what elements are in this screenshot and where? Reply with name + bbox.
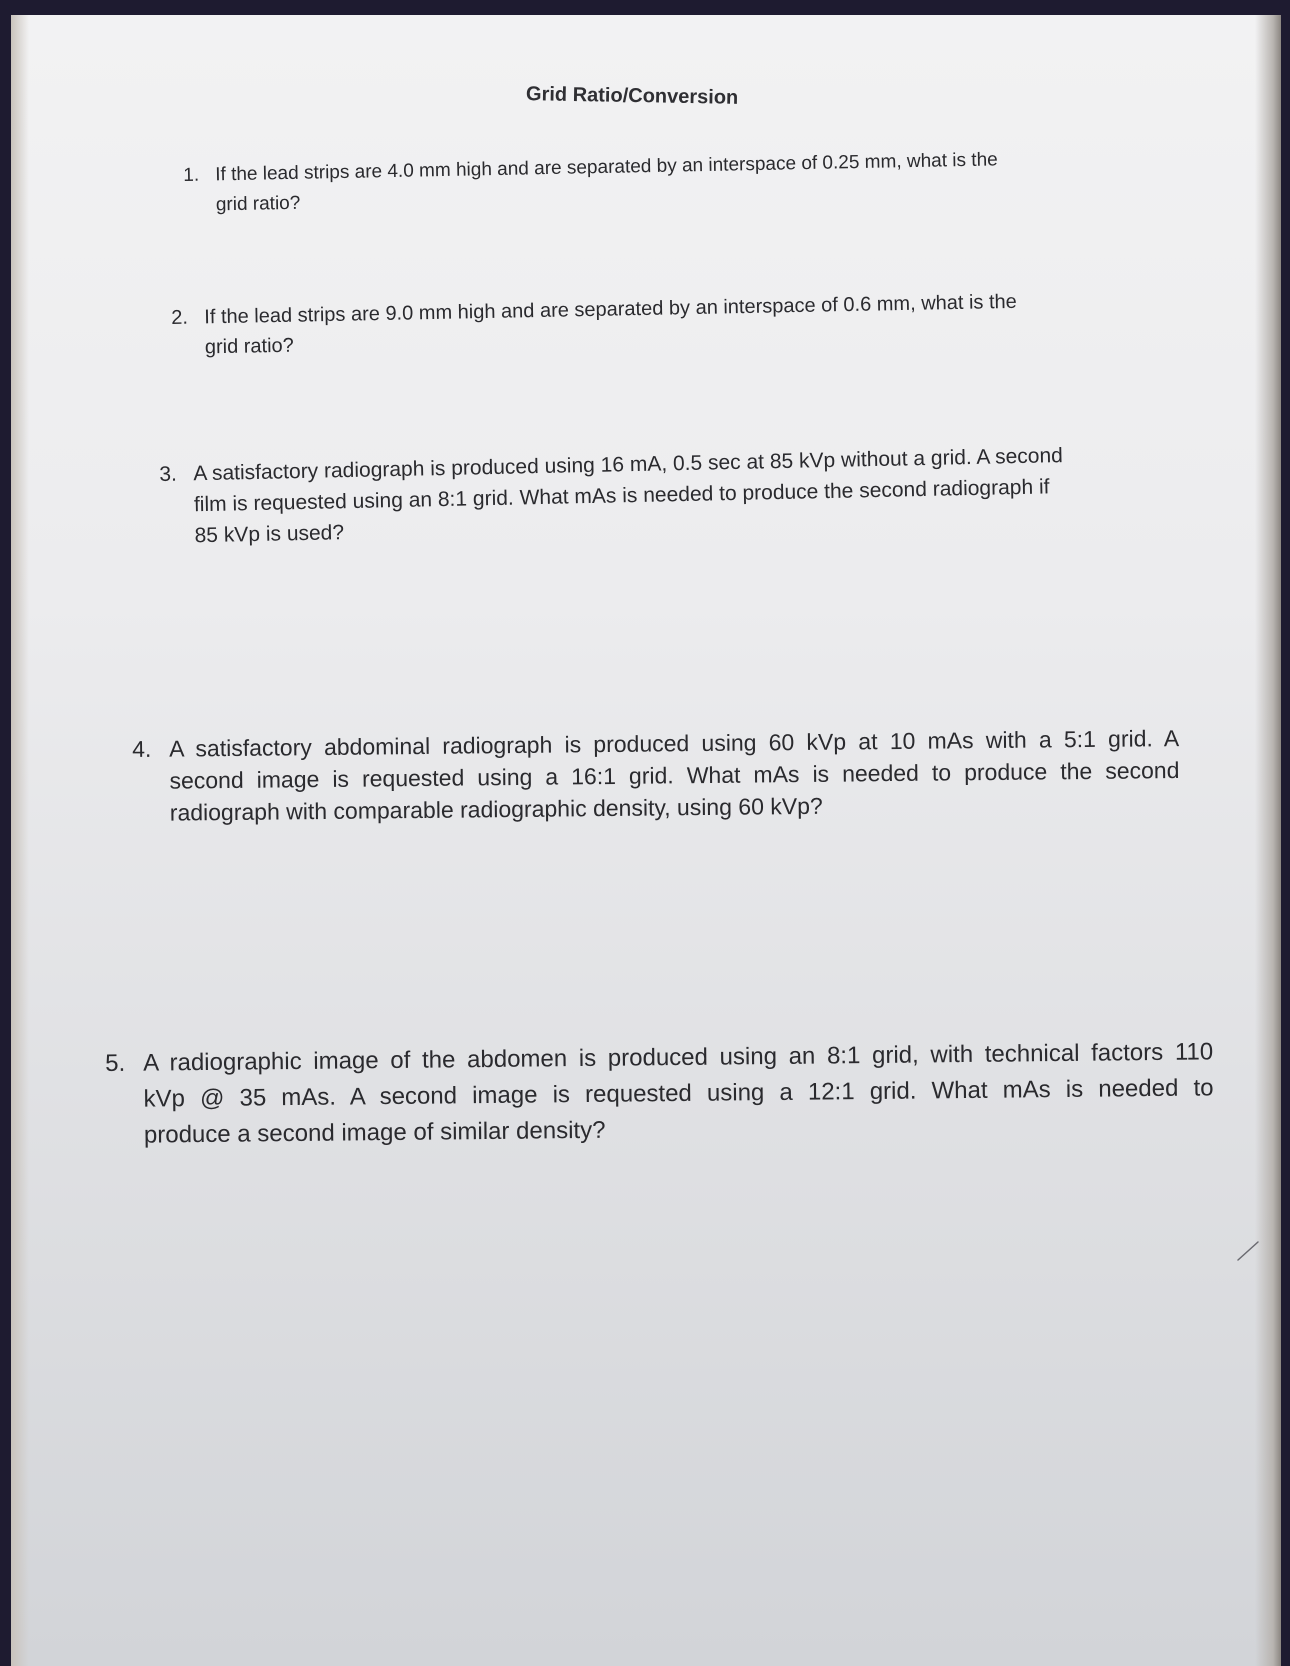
worksheet-page [11,15,1281,1666]
question-2 [171,287,1018,363]
question-number: 2. [171,306,189,329]
worksheet-title: Grid Ratio/Conversion [525,83,739,109]
question-number: 1. [183,164,200,186]
question-text [169,722,1180,829]
question-4 [132,722,1180,829]
question-text [143,1034,1214,1153]
page-edge-shadow-right [1255,15,1281,1666]
question-3 [159,440,1064,552]
question-line: If the lead strips are 9.0 mm high and are separated by an interspace of 0.6 mm, what is the [204,290,1017,329]
question-number: 3. [159,462,178,486]
question-line: 85 kVp is used? [194,521,345,548]
question-text [193,440,1064,551]
question-5 [105,1034,1214,1154]
question-number: 5. [105,1049,126,1077]
question-line: A radiographic image of the abdomen is produced using an 8:1 grid, with technical factors 110 [143,1038,1214,1077]
pen-mark [1236,1240,1260,1262]
question-line: A satisfactory radiograph is produced using 16 mA, 0.5 sec at 85 kVp without a grid. A second [193,444,1064,486]
question-1 [183,145,999,221]
question-line: radiograph with comparable radiographic density, using 60 kVp? [169,792,823,826]
question-line: kVp @ 35 mAs. A second image is requested using a 12:1 grid. What mAs is needed to [143,1074,1214,1113]
question-line: film is requested using an 8:1 grid. What mAs is needed to produce the second radiograph if [193,475,1050,517]
question-line: second image is requested using a 16:1 grid. What mAs is needed to produce the second [169,757,1180,794]
question-text [204,287,1018,363]
question-line: grid ratio? [204,334,294,359]
question-number: 4. [132,735,152,762]
page-edge-shadow-left [11,15,29,1666]
question-line: produce a second image of similar density? [143,1116,606,1149]
question-text [215,145,999,220]
question-line: A satisfactory abdominal radiograph is produced using 60 kVp at 10 mAs with a 5:1 grid. A [169,725,1180,762]
question-line: If the lead strips are 4.0 mm high and are separated by an interspace of 0.25 mm, what is the [215,149,998,186]
question-line: grid ratio? [215,192,301,216]
